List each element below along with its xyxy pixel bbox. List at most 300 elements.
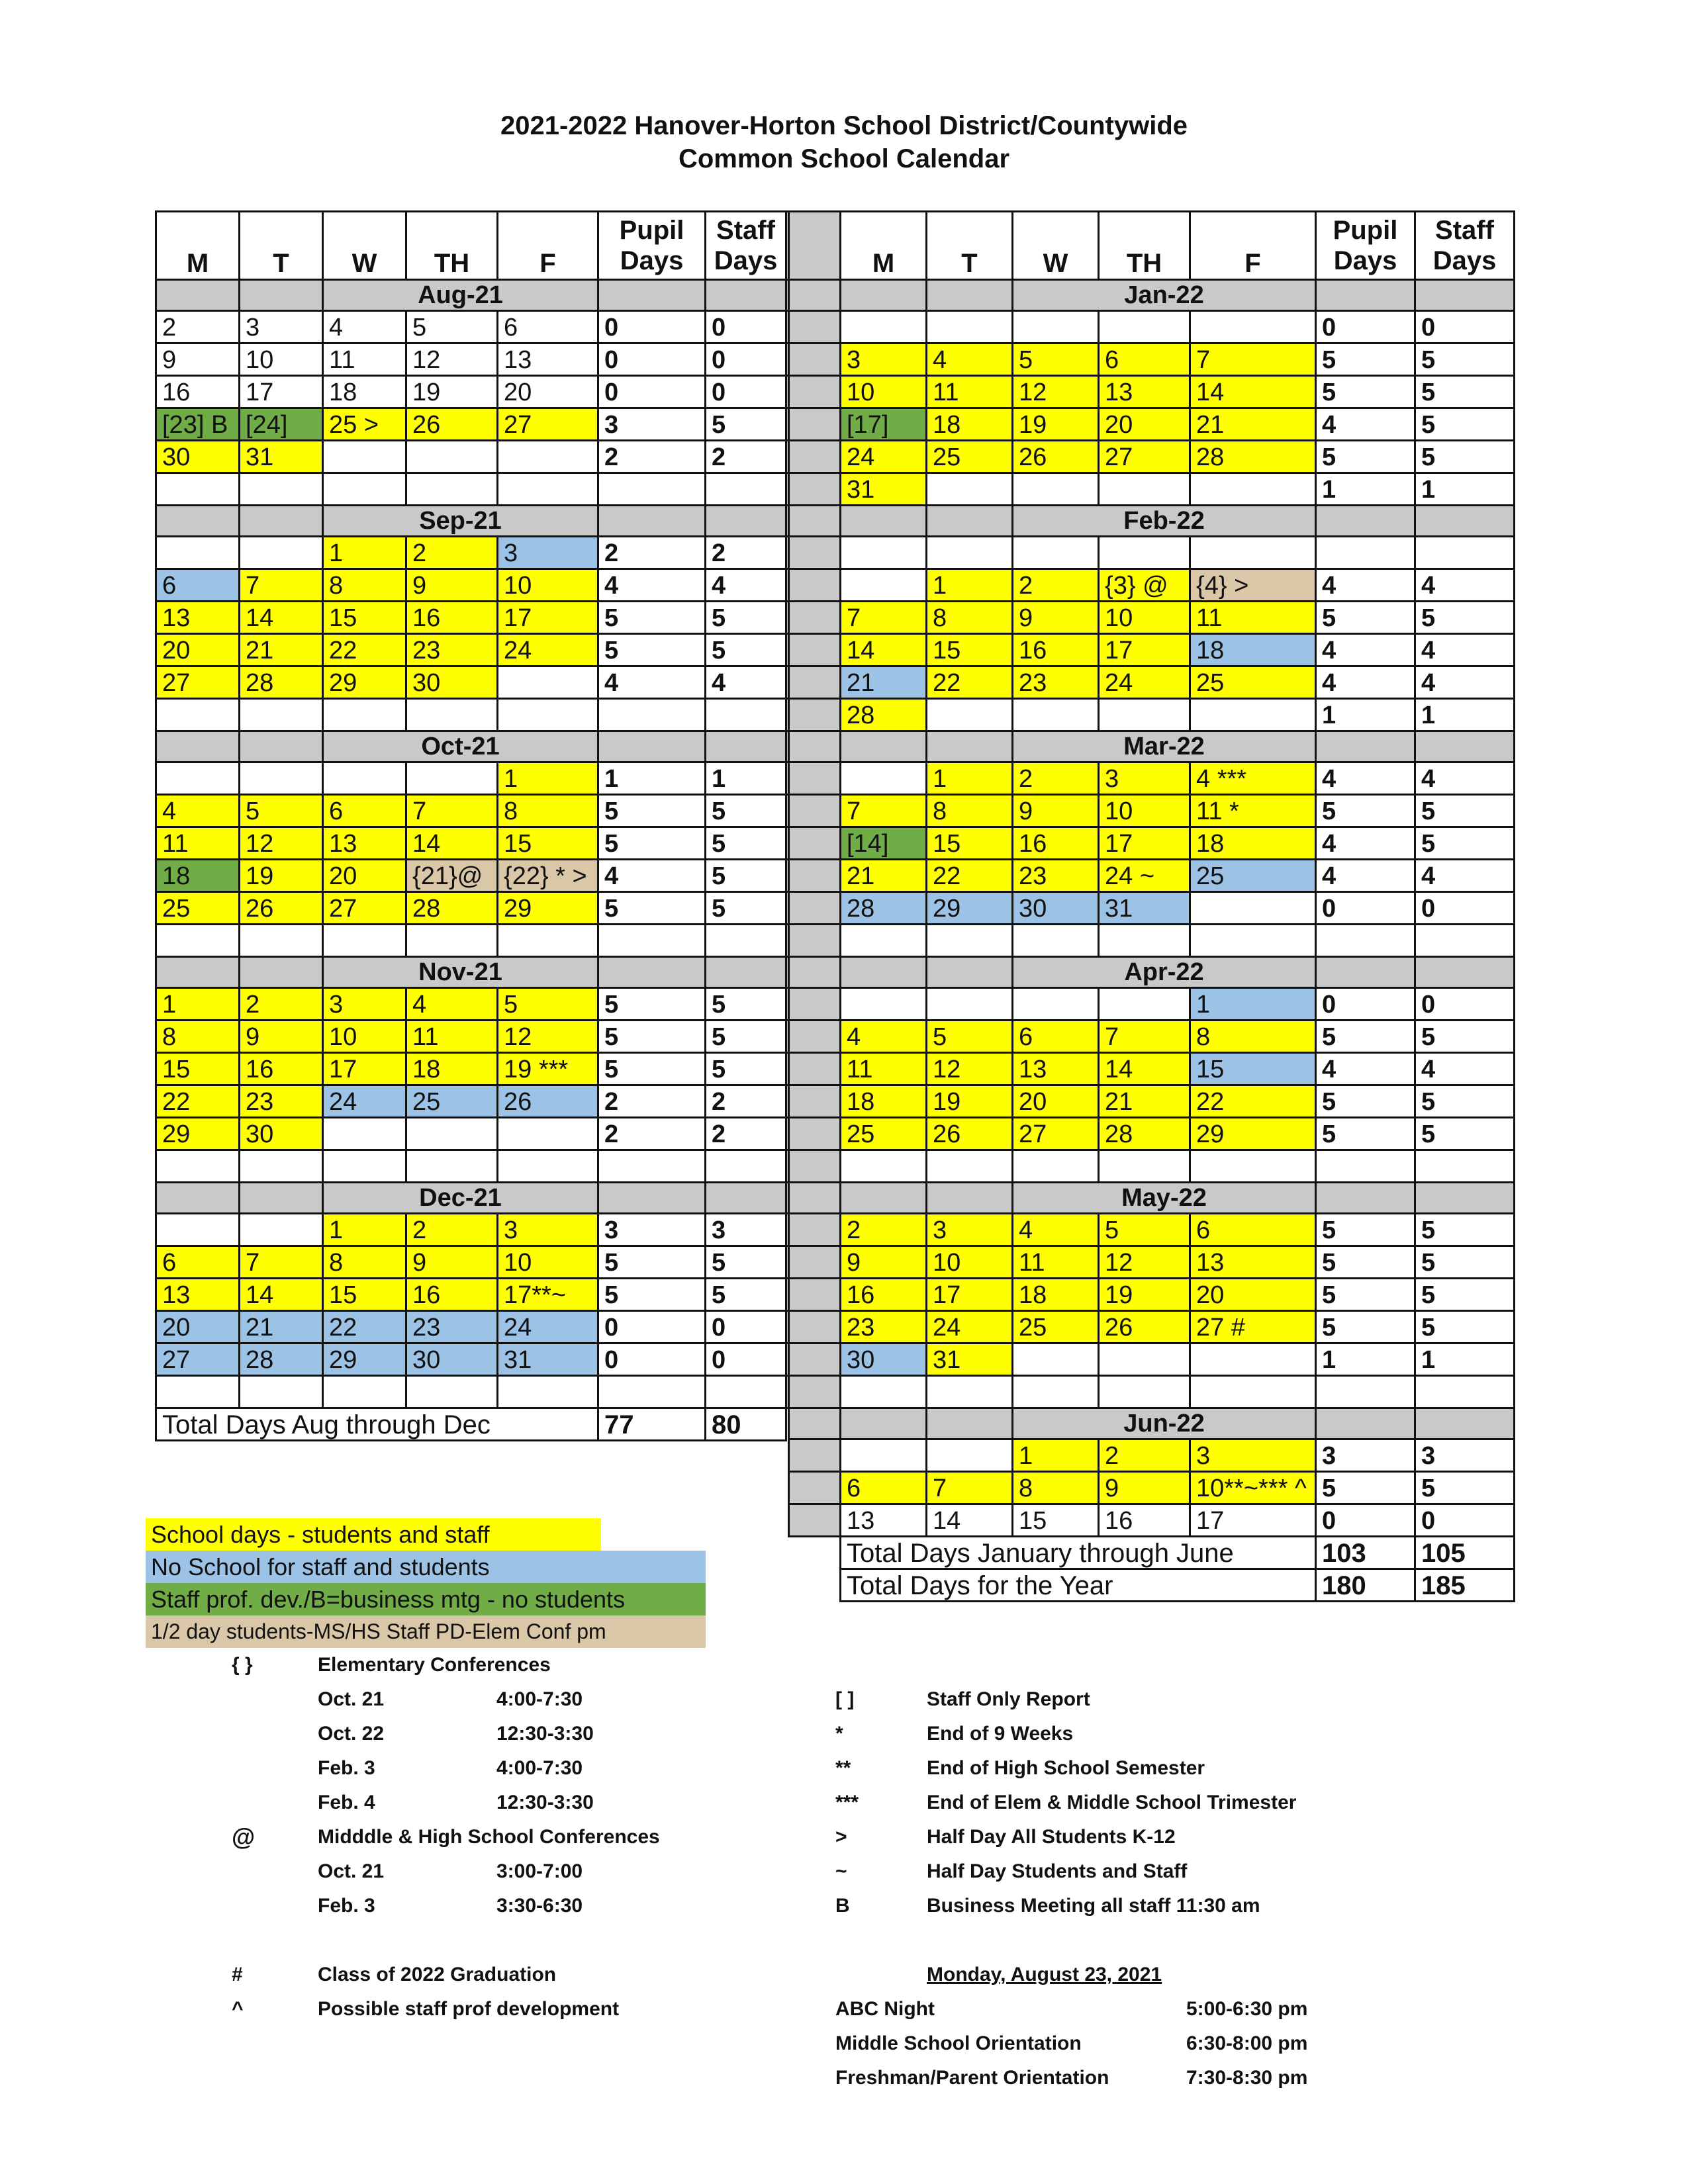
- date-cell: [841, 569, 927, 602]
- week-row: [156, 827, 838, 860]
- date-cell: 13: [1099, 376, 1190, 408]
- event-name: Middle School Orientation: [835, 2032, 1082, 2054]
- date-cell: [841, 762, 927, 795]
- week-row: [789, 925, 1515, 957]
- pupil-days-cell: 0: [598, 343, 706, 376]
- staff-days-cell: 0: [1415, 892, 1515, 925]
- date-cell: 13: [498, 343, 598, 376]
- date-cell: 4: [323, 311, 406, 343]
- pupil-days-cell: 5: [1316, 343, 1415, 376]
- spacer-cell: [789, 1053, 841, 1085]
- date-cell: 16: [1013, 634, 1099, 666]
- date-cell: [1190, 1376, 1316, 1408]
- date-cell: 21: [240, 1311, 323, 1343]
- date-cell: 1: [1013, 1439, 1099, 1472]
- date-cell: 14: [240, 1279, 323, 1311]
- date-cell: 2: [1099, 1439, 1190, 1472]
- pupil-days-cell: 4: [1316, 827, 1415, 860]
- week-row: [789, 1214, 1515, 1246]
- title-line-1: 2021-2022 Hanover-Horton School District/Countywide: [500, 111, 1188, 140]
- date-cell: 6: [156, 569, 240, 602]
- month-spacer: [240, 1183, 323, 1214]
- staff-days-cell: 2: [706, 1085, 786, 1118]
- date-cell: [406, 441, 498, 473]
- date-cell: 19: [240, 860, 323, 892]
- date-cell: 20: [1190, 1279, 1316, 1311]
- date-cell: 12: [240, 827, 323, 860]
- pupil-days-cell: 3: [1316, 1439, 1415, 1472]
- date-cell: [406, 1150, 498, 1183]
- month-spacer: [598, 957, 706, 988]
- date-cell: 28: [1099, 1118, 1190, 1150]
- date-cell: 15: [323, 1279, 406, 1311]
- date-cell: [1190, 537, 1316, 569]
- elem-date: Oct. 22: [318, 1723, 385, 1745]
- month-header-row: [789, 506, 1515, 537]
- key-meaning: Business Meeting all staff 11:30 am: [927, 1895, 1260, 1917]
- week-row: [156, 699, 838, 731]
- key-symbol: *: [835, 1723, 843, 1745]
- pupil-days-cell: 5: [1316, 376, 1415, 408]
- date-cell: [240, 537, 323, 569]
- date-cell: 3: [498, 537, 598, 569]
- staff-days-cell: 3: [706, 1214, 786, 1246]
- date-cell: 8: [323, 1246, 406, 1279]
- date-cell: [841, 1150, 927, 1183]
- date-cell: 27: [156, 1343, 240, 1376]
- date-cell: 7: [841, 602, 927, 634]
- date-cell: 26: [498, 1085, 598, 1118]
- date-cell: 4: [841, 1021, 927, 1053]
- week-row: [789, 1504, 1515, 1537]
- date-cell: 25: [841, 1118, 927, 1150]
- month-spacer: [927, 1408, 1013, 1439]
- key-symbol: ***: [835, 1792, 859, 1813]
- date-cell: 24: [498, 634, 598, 666]
- staff-days-cell: 1: [1415, 1343, 1515, 1376]
- spacer-cell: [789, 311, 841, 343]
- date-cell: [1013, 473, 1099, 506]
- spacer-cell: [789, 1246, 841, 1279]
- date-cell: 21: [1190, 408, 1316, 441]
- month-spacer: [598, 506, 706, 537]
- date-cell: 5: [1099, 1214, 1190, 1246]
- date-cell: 21: [841, 666, 927, 699]
- pupil-days-header: [598, 212, 706, 280]
- date-cell: [156, 1376, 240, 1408]
- elem-title: Elementary Conferences: [318, 1654, 551, 1676]
- pupil-days-cell: 5: [1316, 1214, 1415, 1246]
- date-cell: 14: [240, 602, 323, 634]
- staff-days-cell: 5: [1415, 1085, 1515, 1118]
- pupil-days-cell: 1: [1316, 699, 1415, 731]
- staff-days-cell: 5: [706, 1246, 786, 1279]
- day-header: F: [1190, 212, 1316, 280]
- date-cell: [841, 1376, 927, 1408]
- month-spacer: [927, 506, 1013, 537]
- date-cell: 5: [1013, 343, 1099, 376]
- total-staff-days: 80: [706, 1408, 786, 1441]
- ms-title: Midddle & High School Conferences: [318, 1826, 660, 1848]
- date-cell: 9: [1099, 1472, 1190, 1504]
- staff-days-cell: 4: [1415, 634, 1515, 666]
- title-line-2: Common School Calendar: [678, 144, 1010, 173]
- week-row: [156, 343, 838, 376]
- staff-days-cell: 0: [706, 1311, 786, 1343]
- date-cell: 16: [1099, 1504, 1190, 1537]
- legend-no-school: No School for staff and students: [146, 1551, 706, 1583]
- elem-date: Oct. 21: [318, 1688, 385, 1710]
- date-cell: 28: [406, 892, 498, 925]
- staff-days-cell: 4: [1415, 762, 1515, 795]
- total-staff-days: 185: [1415, 1569, 1515, 1602]
- date-cell: [498, 473, 598, 506]
- date-cell: 29: [323, 666, 406, 699]
- date-cell: 9: [406, 1246, 498, 1279]
- month-spacer: [1415, 731, 1515, 762]
- pupil-days-cell: 1: [1316, 1343, 1415, 1376]
- ms-date: Oct. 21: [318, 1860, 385, 1882]
- date-cell: {21}@: [406, 860, 498, 892]
- date-cell: 3: [841, 343, 927, 376]
- date-cell: 1: [1190, 988, 1316, 1021]
- pupil-days-cell: 5: [1316, 441, 1415, 473]
- date-cell: 5: [927, 1021, 1013, 1053]
- date-cell: 7: [240, 1246, 323, 1279]
- staff-days-cell: 5: [1415, 1214, 1515, 1246]
- staff-days-cell: 4: [1415, 666, 1515, 699]
- date-cell: 6: [323, 795, 406, 827]
- date-cell: [323, 473, 406, 506]
- pupil-days-cell: 3: [598, 408, 706, 441]
- month-header-row: [156, 731, 838, 762]
- date-cell: 17: [1099, 827, 1190, 860]
- month-spacer: [841, 506, 927, 537]
- date-cell: 28: [841, 699, 927, 731]
- ms-date: Feb. 3: [318, 1895, 375, 1917]
- spacer-cell: [789, 860, 841, 892]
- pd-text: Possible staff prof development: [318, 1998, 620, 2020]
- staff-days-cell: 5: [1415, 602, 1515, 634]
- staff-days-cell: 5: [706, 1053, 786, 1085]
- date-cell: 3: [323, 988, 406, 1021]
- staff-header-line: Days: [714, 246, 778, 275]
- key-meaning: Half Day Students and Staff: [927, 1860, 1188, 1882]
- date-cell: [1099, 311, 1190, 343]
- date-cell: 9: [240, 1021, 323, 1053]
- staff-days-cell: 4: [1415, 1053, 1515, 1085]
- spacer-cell: [789, 506, 841, 537]
- spacer-cell: [789, 602, 841, 634]
- date-cell: [323, 699, 406, 731]
- week-row: [789, 762, 1515, 795]
- date-cell: 30: [1013, 892, 1099, 925]
- month-spacer: [1415, 1183, 1515, 1214]
- month-spacer: [706, 280, 786, 311]
- date-cell: 22: [927, 666, 1013, 699]
- date-cell: 31: [498, 1343, 598, 1376]
- date-cell: 7: [1099, 1021, 1190, 1053]
- ms-time: 3:00-7:00: [496, 1860, 583, 1882]
- date-cell: 8: [1013, 1472, 1099, 1504]
- month-spacer: [841, 280, 927, 311]
- pupil-days-cell: 2: [598, 1085, 706, 1118]
- grad-symbol: #: [232, 1964, 243, 1985]
- month-spacer: [1415, 957, 1515, 988]
- spacer-cell: [789, 1376, 841, 1408]
- date-cell: 11: [927, 376, 1013, 408]
- pupil-days-cell: 3: [598, 1214, 706, 1246]
- date-cell: 26: [1013, 441, 1099, 473]
- month-spacer: [927, 731, 1013, 762]
- spacer-cell: [789, 1439, 841, 1472]
- month-spacer: [706, 731, 786, 762]
- date-cell: 31: [927, 1343, 1013, 1376]
- pupil-days-cell: 5: [1316, 1472, 1415, 1504]
- week-row: [789, 634, 1515, 666]
- date-cell: 21: [841, 860, 927, 892]
- date-cell: 10: [240, 343, 323, 376]
- date-cell: 24: [498, 1311, 598, 1343]
- week-row: [156, 860, 838, 892]
- date-cell: 13: [1190, 1246, 1316, 1279]
- spacer-cell: [789, 1537, 841, 1569]
- date-cell: 25: [1013, 1311, 1099, 1343]
- week-row: [156, 1376, 838, 1408]
- date-cell: 15: [156, 1053, 240, 1085]
- date-cell: [156, 925, 240, 957]
- date-cell: 5: [240, 795, 323, 827]
- staff-header-line: Days: [1432, 246, 1497, 275]
- date-cell: 11 *: [1190, 795, 1316, 827]
- month-spacer: [1415, 1408, 1515, 1439]
- date-cell: [1190, 892, 1316, 925]
- date-cell: 13: [1013, 1053, 1099, 1085]
- staff-days-cell: [706, 925, 786, 957]
- date-cell: 7: [1190, 343, 1316, 376]
- staff-days-cell: 5: [706, 988, 786, 1021]
- date-cell: 20: [498, 376, 598, 408]
- month-spacer: [156, 731, 240, 762]
- week-row: [156, 1246, 838, 1279]
- month-header-row: [789, 1183, 1515, 1214]
- staff-days-cell: 0: [1415, 311, 1515, 343]
- date-cell: [406, 1118, 498, 1150]
- date-cell: 16: [406, 1279, 498, 1311]
- staff-header-line: Staff: [1435, 216, 1494, 245]
- date-cell: [323, 441, 406, 473]
- month-spacer: [156, 957, 240, 988]
- week-row: [156, 1311, 838, 1343]
- pupil-header-line: Days: [1333, 246, 1397, 275]
- date-cell: 29: [156, 1118, 240, 1150]
- day-header: M: [841, 212, 927, 280]
- month-spacer: [240, 506, 323, 537]
- date-cell: [927, 699, 1013, 731]
- date-cell: [156, 1150, 240, 1183]
- date-cell: 17: [323, 1053, 406, 1085]
- spacer-cell: [789, 1118, 841, 1150]
- spacer-cell: [789, 537, 841, 569]
- pupil-days-cell: 5: [1316, 1279, 1415, 1311]
- week-row: [789, 1439, 1515, 1472]
- spacer-cell: [789, 1214, 841, 1246]
- staff-days-cell: 1: [706, 762, 786, 795]
- staff-days-cell: 5: [706, 795, 786, 827]
- pupil-days-cell: 5: [598, 1053, 706, 1085]
- month-spacer: [240, 957, 323, 988]
- pupil-days-cell: 5: [598, 988, 706, 1021]
- date-cell: 2: [406, 537, 498, 569]
- date-cell: 13: [156, 1279, 240, 1311]
- date-cell: 30: [406, 1343, 498, 1376]
- staff-days-cell: 5: [1415, 1472, 1515, 1504]
- day-header: M: [156, 212, 240, 280]
- date-cell: [156, 473, 240, 506]
- elem-time: 12:30-3:30: [496, 1723, 594, 1745]
- date-cell: [156, 762, 240, 795]
- date-cell: 23: [406, 634, 498, 666]
- staff-days-header: [1415, 212, 1515, 280]
- staff-days-cell: 5: [1415, 795, 1515, 827]
- staff-days-cell: [706, 473, 786, 506]
- date-cell: 26: [240, 892, 323, 925]
- pupil-days-cell: [598, 925, 706, 957]
- date-cell: 3: [498, 1214, 598, 1246]
- month-header-row: [789, 1408, 1515, 1439]
- symbol-key: [835, 1682, 1564, 2095]
- date-cell: 5: [406, 311, 498, 343]
- spacer-cell: [789, 343, 841, 376]
- week-row: [789, 537, 1515, 569]
- calendar-table-jan-jun: [788, 210, 1515, 1602]
- date-cell: 8: [927, 795, 1013, 827]
- week-row: [156, 925, 838, 957]
- date-cell: 22: [323, 634, 406, 666]
- staff-days-cell: 3: [1415, 1439, 1515, 1472]
- spacer-cell: [789, 1085, 841, 1118]
- date-cell: 4: [156, 795, 240, 827]
- month-header-row: [156, 280, 838, 311]
- color-legend: [146, 1518, 708, 1648]
- date-cell: 18: [323, 376, 406, 408]
- date-cell: 8: [323, 569, 406, 602]
- month-spacer: [706, 1183, 786, 1214]
- date-cell: 10: [927, 1246, 1013, 1279]
- date-cell: [406, 1376, 498, 1408]
- pupil-days-cell: [1316, 537, 1415, 569]
- month-header-row: [789, 957, 1515, 988]
- date-cell: 26: [1099, 1311, 1190, 1343]
- date-cell: 14: [927, 1504, 1013, 1537]
- week-row: [789, 1311, 1515, 1343]
- month-name: Apr-22: [1013, 957, 1316, 988]
- pupil-days-cell: 4: [1316, 666, 1415, 699]
- week-row: [156, 1150, 838, 1183]
- date-cell: 21: [1099, 1085, 1190, 1118]
- month-spacer: [927, 957, 1013, 988]
- event-name: Freshman/Parent Orientation: [835, 2067, 1109, 2089]
- date-cell: 20: [1099, 408, 1190, 441]
- header-spacer: [789, 212, 841, 280]
- spacer-cell: [789, 731, 841, 762]
- date-cell: [498, 441, 598, 473]
- spacer-cell: [789, 1569, 841, 1602]
- column-header-row: [156, 212, 838, 280]
- week-row: [789, 1021, 1515, 1053]
- pupil-days-cell: [1316, 925, 1415, 957]
- date-cell: [1013, 925, 1099, 957]
- spacer-cell: [789, 827, 841, 860]
- staff-days-cell: 4: [1415, 860, 1515, 892]
- staff-days-cell: 4: [1415, 569, 1515, 602]
- pupil-days-cell: 1: [1316, 473, 1415, 506]
- date-cell: 12: [1099, 1246, 1190, 1279]
- pupil-header-line: Pupil: [1333, 216, 1398, 245]
- staff-days-cell: [706, 1376, 786, 1408]
- staff-days-cell: 5: [706, 1279, 786, 1311]
- week-row: [789, 376, 1515, 408]
- staff-days-cell: 2: [706, 537, 786, 569]
- date-cell: 19: [927, 1085, 1013, 1118]
- staff-days-cell: [1415, 1150, 1515, 1183]
- week-row: [156, 569, 838, 602]
- date-cell: 31: [240, 441, 323, 473]
- elem-date: Feb. 3: [318, 1757, 375, 1779]
- pupil-days-cell: 5: [598, 795, 706, 827]
- date-cell: [1099, 537, 1190, 569]
- date-cell: 27: [156, 666, 240, 699]
- date-cell: 12: [1013, 376, 1099, 408]
- week-row: [789, 1085, 1515, 1118]
- date-cell: 1: [156, 988, 240, 1021]
- staff-days-cell: [706, 1150, 786, 1183]
- staff-days-cell: 5: [1415, 376, 1515, 408]
- key-meaning: End of 9 Weeks: [927, 1723, 1074, 1745]
- date-cell: 18: [927, 408, 1013, 441]
- staff-days-cell: 5: [1415, 827, 1515, 860]
- day-header: T: [240, 212, 323, 280]
- spacer-cell: [789, 441, 841, 473]
- staff-days-cell: 5: [1415, 1118, 1515, 1150]
- pupil-days-cell: 4: [1316, 1053, 1415, 1085]
- week-row: [156, 602, 838, 634]
- date-cell: 8: [927, 602, 1013, 634]
- date-cell: 22: [156, 1085, 240, 1118]
- date-cell: 3: [240, 311, 323, 343]
- date-cell: [1190, 699, 1316, 731]
- date-cell: 22: [1190, 1085, 1316, 1118]
- date-cell: [1099, 988, 1190, 1021]
- date-cell: {4} >: [1190, 569, 1316, 602]
- date-cell: 4: [1013, 1214, 1099, 1246]
- date-cell: 16: [841, 1279, 927, 1311]
- month-spacer: [598, 731, 706, 762]
- pupil-days-cell: 0: [1316, 311, 1415, 343]
- date-cell: [406, 699, 498, 731]
- spacer-cell: [789, 988, 841, 1021]
- pupil-days-cell: [598, 1376, 706, 1408]
- elem-time: 12:30-3:30: [496, 1792, 594, 1813]
- pupil-days-cell: [1316, 1150, 1415, 1183]
- pupil-days-cell: 2: [598, 1118, 706, 1150]
- legend-staff-pd: Staff prof. dev./B=business mtg - no students: [146, 1583, 706, 1615]
- day-header: TH: [1099, 212, 1190, 280]
- legend-school-days: School days - students and staff: [146, 1518, 601, 1551]
- week-row: [789, 1150, 1515, 1183]
- date-cell: 24: [927, 1311, 1013, 1343]
- date-cell: 28: [240, 1343, 323, 1376]
